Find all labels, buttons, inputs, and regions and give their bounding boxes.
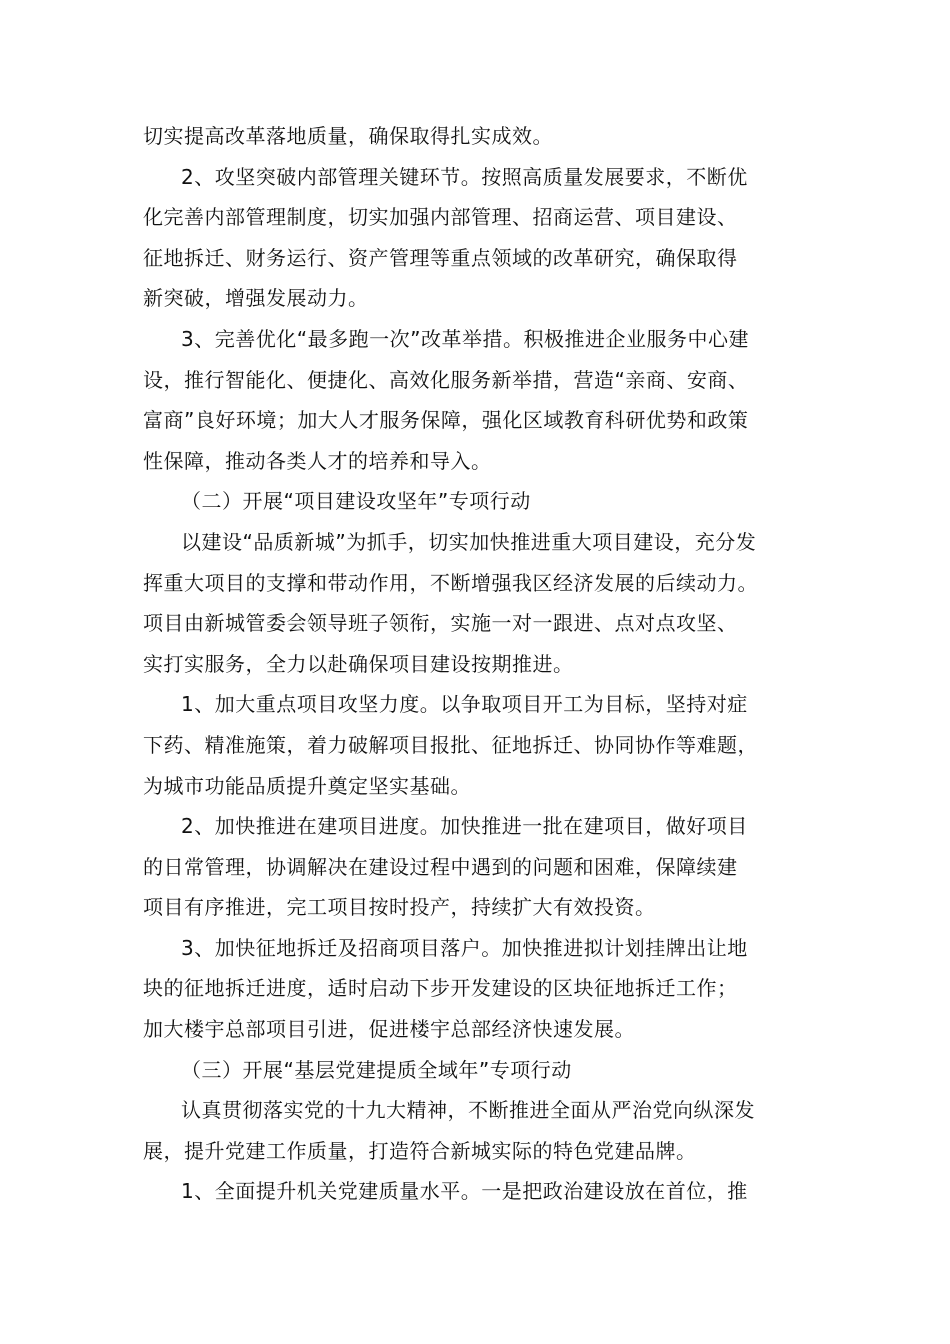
text-line: 2、攻坚突破内部管理关键环节。按照高质量发展要求，不断优 (181, 164, 748, 189)
text-line: 征地拆迁、财务运行、资产管理等重点领域的改革研究，确保取得 (143, 245, 738, 270)
text-line: 挥重大项目的支撑和带动作用，不断增强我区经济发展的后续动力。 (143, 570, 758, 595)
text-line: 以建设“品质新城”为抓手，切实加快推进重大项目建设，充分发 (181, 529, 757, 554)
section-heading: （二）开展“项目建设攻坚年”专项行动 (181, 489, 531, 514)
text-line: 项目有序推进，完工项目按时投产，持续扩大有效投资。 (143, 895, 656, 920)
text-line: 下药、精准施策，着力破解项目报批、征地拆迁、协同协作等难题， (143, 732, 758, 757)
text-line: 2、加快推进在建项目进度。加快推进一批在建项目，做好项目 (181, 814, 748, 839)
text-line: 1、全面提升机关党建质量水平。一是把政治建设放在首位，推 (181, 1179, 748, 1204)
text-line: 展，提升党建工作质量，打造符合新城实际的特色党建品牌。 (143, 1138, 697, 1163)
text-line: 认真贯彻落实党的十九大精神，不断推进全面从严治党向纵深发 (181, 1098, 755, 1123)
text-line: 加大楼宇总部项目引进，促进楼宇总部经济快速发展。 (143, 1017, 635, 1042)
text-line: 实打实服务，全力以赴确保项目建设按期推进。 (143, 651, 574, 676)
text-line: 切实提高改革落地质量，确保取得扎实成效。 (143, 124, 553, 148)
text-line: 项目由新城管委会领导班子领衔，实施一对一跟进、点对点攻坚、 (143, 611, 738, 636)
text-line: 1、加大重点项目攻坚力度。以争取项目开工为目标，坚持对症 (181, 692, 748, 717)
text-line: 富商”良好环境；加大人才服务保障，强化区域教育科研优势和政策 (143, 408, 749, 433)
text-line: 3、加快征地拆迁及招商项目落户。加快推进拟计划挂牌出让地 (181, 935, 748, 960)
section-heading: （三）开展“基层党建提质全域年”专项行动 (181, 1057, 572, 1082)
text-line: 3、完善优化“最多跑一次”改革举措。积极推进企业服务中心建 (181, 326, 749, 351)
text-line: 为城市功能品质提升奠定坚实基础。 (143, 773, 471, 798)
text-line: 化完善内部管理制度，切实加强内部管理、招商运营、项目建设、 (143, 205, 738, 230)
text-line: 性保障，推动各类人才的培养和导入。 (143, 448, 492, 473)
document-body (143, 116, 833, 1212)
text-line: 的日常管理，协调解决在建设过程中遇到的问题和困难，保障续建 (143, 854, 738, 879)
text-line: 块的征地拆迁进度，适时启动下步开发建设的区块征地拆迁工作； (143, 976, 738, 1001)
text-line: 设，推行智能化、便捷化、高效化服务新举措，营造“亲商、安商、 (143, 367, 749, 392)
text-line: 新突破，增强发展动力。 (143, 286, 369, 311)
